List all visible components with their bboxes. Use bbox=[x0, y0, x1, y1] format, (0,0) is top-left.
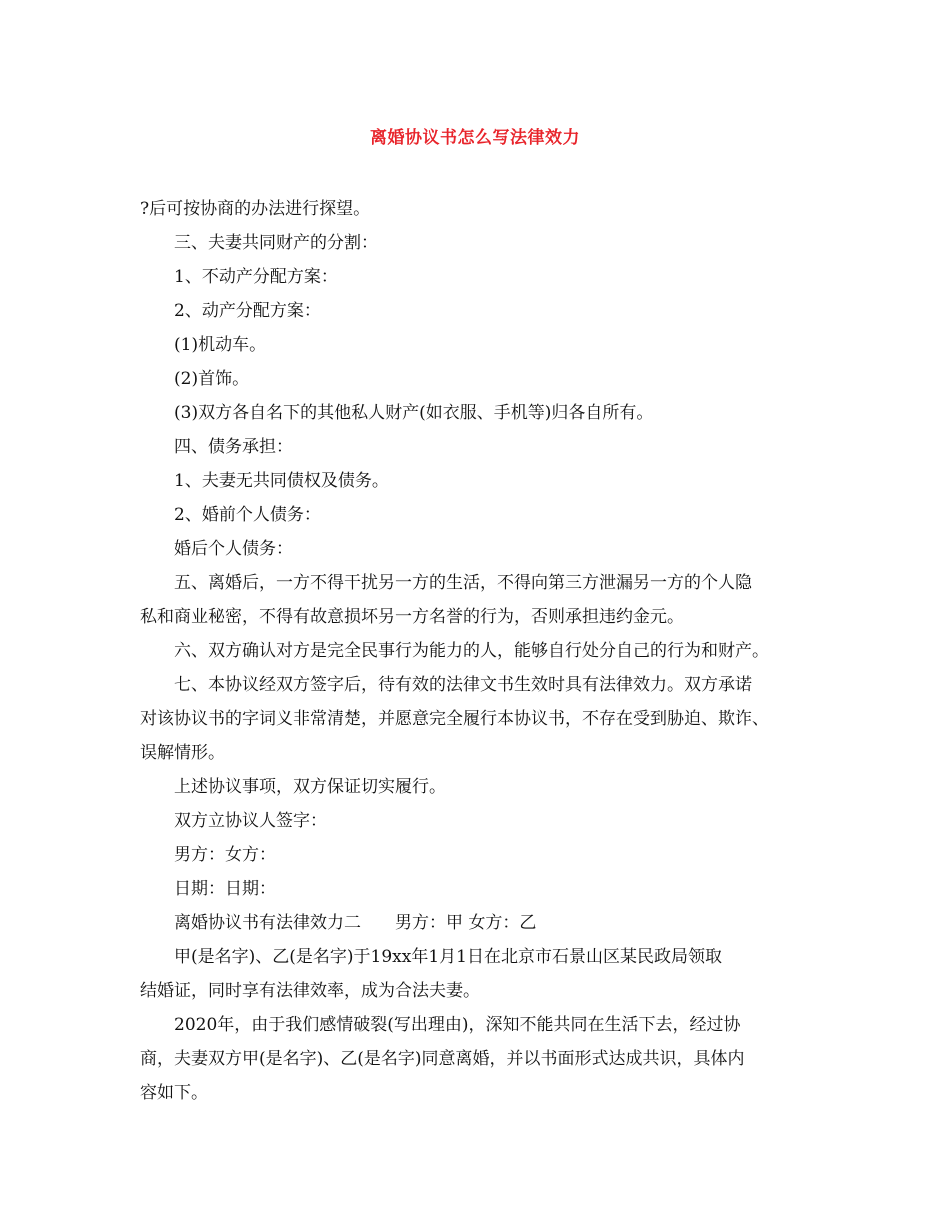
paragraph-line: 容如下。 bbox=[140, 1083, 208, 1103]
section-heading: 四、债务承担： bbox=[174, 437, 293, 457]
paragraph-line: (3)双方各自名下的其他私人财产(如衣服、手机等)归各自所有。 bbox=[174, 403, 654, 423]
paragraph-line: 1、夫妻无共同债权及债务。 bbox=[174, 471, 389, 491]
paragraph-line: 结婚证，同时享有法律效率，成为合法夫妻。 bbox=[140, 981, 480, 1001]
document-title: 离婚协议书怎么写法律效力 bbox=[370, 128, 580, 148]
paragraph-line: ?后可按协商的办法进行探望。 bbox=[140, 199, 371, 219]
signature-dates: 日期：日期： bbox=[174, 879, 276, 899]
paragraph-line: 上述协议事项，双方保证切实履行。 bbox=[174, 777, 446, 797]
paragraph-line: 婚后个人债务： bbox=[174, 539, 293, 559]
signature-parties: 男方：女方： bbox=[174, 845, 276, 865]
paragraph-line: 甲(是名字)、乙(是名字)于19xx年1月1日在北京市石景山区某民政局领取 bbox=[174, 947, 722, 967]
document-body bbox=[140, 192, 830, 1110]
section-heading: 离婚协议书有法律效力二 男方：甲 女方：乙 bbox=[174, 913, 537, 933]
paragraph-line: 五、离婚后，一方不得干扰另一方的生活，不得向第三方泄漏另一方的个人隐 bbox=[174, 573, 752, 593]
paragraph-line: 六、双方确认对方是完全民事行为能力的人，能够自行处分自己的行为和财产。 bbox=[174, 641, 769, 661]
signature-label: 双方立协议人签字： bbox=[174, 811, 327, 831]
paragraph-line: 2、动产分配方案： bbox=[174, 301, 321, 321]
paragraph-line: (1)机动车。 bbox=[174, 335, 267, 355]
section-heading: 三、夫妻共同财产的分割： bbox=[174, 233, 378, 253]
paragraph-line: 商，夫妻双方甲(是名字)、乙(是名字)同意离婚，并以书面形式达成共识，具体内 bbox=[140, 1049, 745, 1069]
paragraph-line: 2、婚前个人债务： bbox=[174, 505, 321, 525]
paragraph-line: 2020年，由于我们感情破裂(写出理由)，深知不能共同在生活下去，经过协 bbox=[174, 1015, 741, 1035]
paragraph-line: (2)首饰。 bbox=[174, 369, 250, 389]
paragraph-line: 1、不动产分配方案： bbox=[174, 267, 338, 287]
paragraph-line: 误解情形。 bbox=[140, 743, 225, 763]
paragraph-line: 七、本协议经双方签字后，待有效的法律文书生效时具有法律效力。双方承诺 bbox=[174, 675, 752, 695]
paragraph-line: 对该协议书的字词义非常清楚，并愿意完全履行本协议书，不存在受到胁迫、欺诈、 bbox=[140, 709, 769, 729]
paragraph-line: 私和商业秘密，不得有故意损坏另一方名誉的行为，否则承担违约金元。 bbox=[140, 607, 684, 627]
